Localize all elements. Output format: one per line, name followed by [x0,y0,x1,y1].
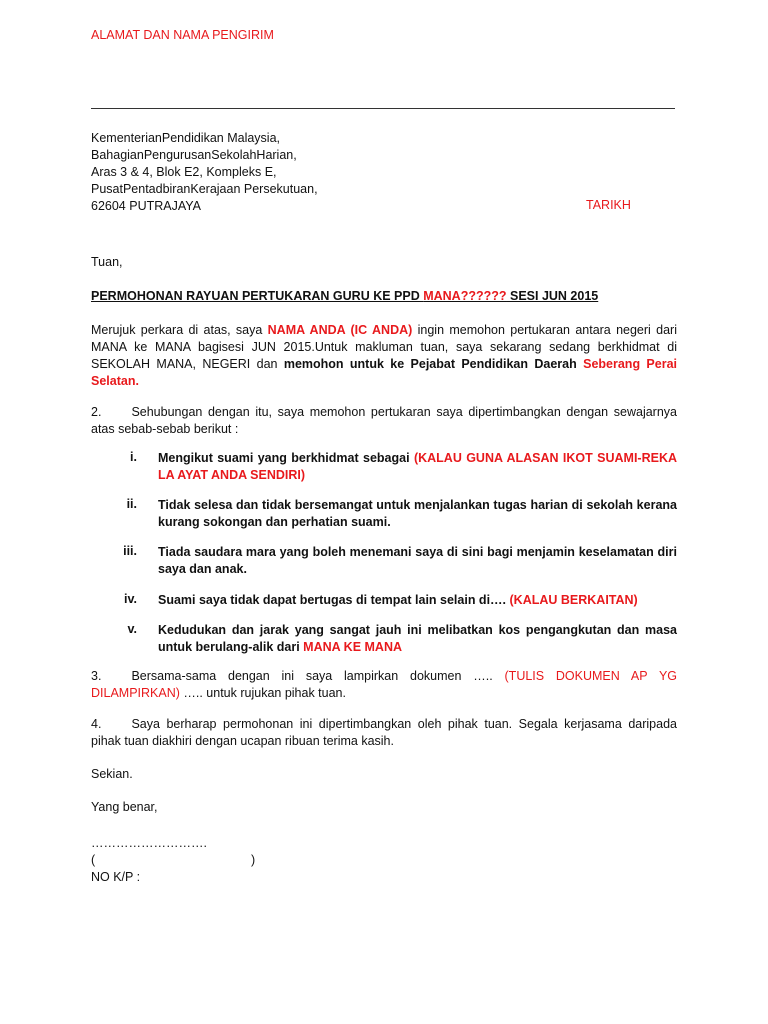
list-number: ii. [126,497,137,511]
subject-placeholder: MANA?????? [423,289,507,303]
p3-text: Bersama-sama dengan ini saya lampirkan dokumen ….. [131,669,505,683]
district-placeholder: Selatan. [91,374,139,388]
subject-text: PERMOHONAN RAYUAN PERTUKARAN GURU KE PPD [91,289,424,303]
paragraph-4 [91,716,677,750]
address-line: PusatPentadbiranKerajaan Persekutuan, [91,182,318,196]
address-line: Aras 3 & 4, Blok E2, Kompleks E, [91,165,277,179]
reason-placeholder: LA AYAT ANDA SENDIRI) [158,468,306,482]
p3-text: ….. untuk rujukan pihak tuan. [179,686,346,700]
reason-placeholder: (KALAU GUNA ALASAN IKOT SUAMI-REKA [413,451,677,465]
p1-line2: MANA ke MANA bagisesi JUN 2015.Untuk makluman tuan, saya sekarang sedang berkhidmat di [91,340,677,354]
list-text: kurang sokongan dan perhatian suami. [158,515,391,529]
subject-text: SESI JUN 2015 [506,289,599,303]
address-line: BahagianPengurusanSekolahHarian, [91,148,297,162]
list-text: Tidak selesa dan tidak bersemangat untuk menjalankan tugas harian di sekolah kerana [158,498,677,512]
address-line: KementerianPendidikan Malaysia, [91,131,280,145]
document-placeholder: (TULIS DOKUMEN AP YG [504,669,678,683]
p3-number: 3. [91,669,102,683]
p1-text: Merujuk perkara di atas, saya [91,323,268,337]
paragraph-1 [91,322,677,390]
list-text: Tiada saudara mara yang boleh menemani saya di sini bagi menjamin keselamatan diri [158,545,677,559]
district-placeholder: Seberang Perai [583,357,678,371]
paragraph-3 [91,668,677,702]
p4-text: Saya berharap permohonan ini dipertimbangkan oleh pihak tuan. Segala kerjasama daripada [131,717,677,731]
recipient-address [91,130,318,215]
ic-label: NO K/P : [91,870,141,884]
p1-text: SEKOLAH MANA, NEGERI dan [91,357,284,371]
closing: Sekian. [91,767,133,781]
list-number: v. [127,622,137,636]
p4-line2: pihak tuan diakhiri dengan ucapan ribuan terima kasih. [91,734,394,748]
reason-placeholder: (KALAU BERKAITAN) [509,593,638,607]
name-placeholder: NAMA ANDA (IC ANDA) [267,323,413,337]
p1-text: ingin memohon pertukaran antara negeri dari [412,323,677,337]
separator-line [91,108,675,109]
list-text: Mengikut suami yang berkhidmat sebagai [158,451,414,465]
paragraph-2 [91,404,677,438]
list-text: untuk berulang-alik dari [158,640,304,654]
name-paren-close: ) [251,853,256,867]
list-text: Kedudukan dan jarak yang sangat jauh ini melibatkan kos pengangkutan dan masa [158,623,677,637]
p2-number: 2. [91,405,102,419]
p2-line2: atas sebab-sebab berikut : [91,422,239,436]
route-placeholder: MANA KE MANA [303,640,403,654]
subject-line [91,289,598,303]
list-text: Suami saya tidak dapat bertugas di tempat lain selain di…. [158,593,510,607]
name-paren-open: ( [91,853,96,867]
list-number: i. [130,450,137,464]
signoff: Yang benar, [91,800,158,814]
date-placeholder: TARIKH [586,198,631,212]
sender-placeholder: ALAMAT DAN NAMA PENGIRIM [91,28,274,42]
p1-bold: memohon untuk ke Pejabat Pendidikan Daerah [283,357,584,371]
p4-number: 4. [91,717,102,731]
list-number: iv. [124,592,137,606]
address-line: 62604 PUTRAJAYA [91,199,202,213]
salutation: Tuan, [91,255,123,269]
signature-dots: ………………………. [91,836,207,850]
list-number: iii. [123,544,137,558]
p2-text: Sehubungan dengan itu, saya memohon pertukaran saya dipertimbangkan dengan sewajarnya [131,405,677,419]
list-text: saya dan anak. [158,562,247,576]
document-placeholder: DILAMPIRKAN) [91,686,180,700]
